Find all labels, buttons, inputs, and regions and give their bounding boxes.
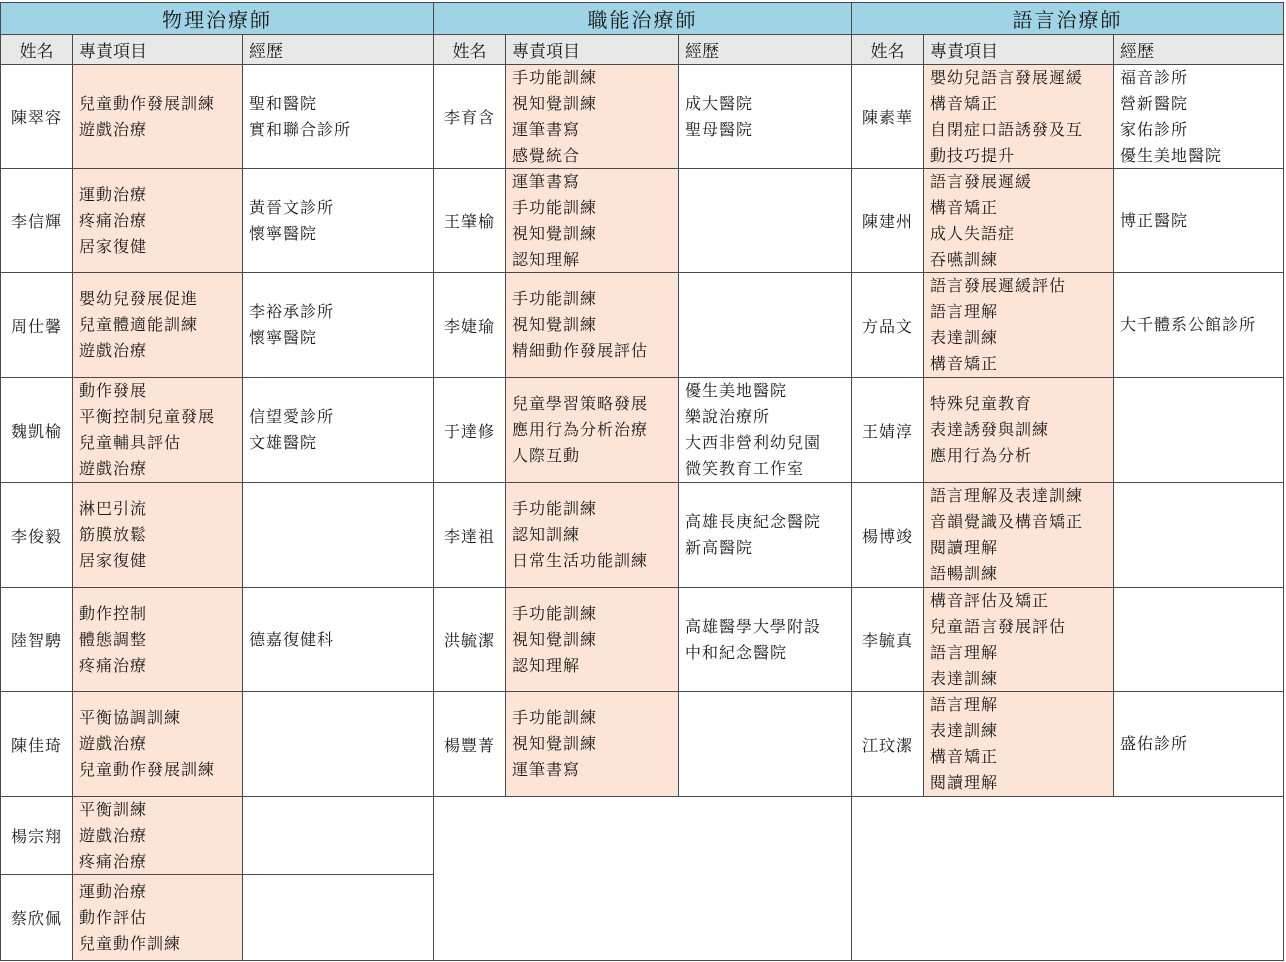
specialty-item: 手功能訓練	[512, 603, 598, 623]
specialty-item: 語言發展遲緩	[930, 171, 1033, 191]
specialty-item-list	[924, 65, 1083, 169]
specialty-item: 成人失語症	[930, 223, 1016, 243]
specialty-item: 自閉症口語誘發及互	[930, 119, 1084, 139]
specialty-item: 語言發展遲緩評估	[930, 276, 1067, 295]
specialty-item: 平衡訓練	[79, 799, 148, 819]
experience-item: 李裕承診所	[249, 302, 335, 321]
empty-area	[433, 796, 852, 961]
specialty-item-list	[73, 705, 215, 783]
experience-item-list	[243, 195, 334, 247]
specialty-item: 精細動作發展評估	[512, 341, 649, 360]
experience-cell	[242, 64, 434, 169]
therapist-name: 李婕瑜	[433, 272, 506, 378]
therapist-name: 于達修	[433, 377, 506, 483]
experience-item: 營新醫院	[1120, 93, 1189, 113]
experience-item-list	[679, 91, 753, 143]
therapist-name: 楊宗翔	[0, 796, 73, 875]
specialty-cell	[72, 168, 243, 273]
column-header-spec: 專責項目	[505, 34, 679, 65]
experience-item: 盛佑診所	[1120, 734, 1189, 753]
specialty-item: 運筆書寫	[512, 760, 581, 779]
therapist-name: 楊博竣	[851, 482, 924, 588]
specialty-item-list	[506, 601, 597, 679]
specialty-item: 語言理解	[930, 642, 999, 662]
experience-cell	[678, 482, 852, 588]
experience-cell	[242, 272, 434, 378]
experience-item-list	[243, 299, 334, 351]
specialty-cell	[923, 377, 1114, 483]
specialty-item: 動作控制	[79, 603, 148, 623]
specialty-item: 居家復健	[79, 551, 148, 570]
experience-item: 中和紀念醫院	[685, 642, 788, 662]
column-header-spec: 專責項目	[923, 34, 1114, 65]
experience-item-list	[679, 614, 821, 666]
experience-item: 黃晉文診所	[249, 197, 335, 217]
specialty-item-list	[506, 169, 597, 273]
specialty-item: 表達訓練	[930, 328, 999, 347]
column-header-name: 姓名	[0, 34, 73, 65]
specialty-item: 閱讀理解	[930, 773, 999, 792]
specialty-item: 兒童動作發展訓練	[79, 93, 216, 113]
specialty-item: 表達訓練	[930, 668, 999, 688]
specialty-item: 日常生活功能訓練	[512, 551, 649, 570]
therapist-name: 陸智騁	[0, 587, 73, 692]
experience-item-list	[1114, 731, 1188, 757]
specialty-item-list	[73, 182, 147, 260]
therapist-name: 周仕馨	[0, 272, 73, 378]
specialty-item: 嬰幼兒語言發展遲緩	[930, 67, 1084, 87]
specialty-item: 表達訓練	[930, 721, 999, 740]
specialty-item-list	[73, 879, 181, 957]
specialty-item: 遊戲治療	[79, 459, 148, 478]
specialty-item: 應用行為分析	[930, 446, 1033, 465]
specialty-item: 兒童動作發展訓練	[79, 760, 216, 779]
specialty-item: 兒童語言發展評估	[930, 616, 1067, 636]
specialty-cell	[72, 64, 243, 169]
specialty-item: 音韻覺識及構音矯正	[930, 512, 1084, 531]
specialty-item: 手功能訓練	[512, 708, 598, 727]
experience-item: 高雄醫學大學附設	[685, 616, 822, 636]
experience-item: 家佑診所	[1120, 119, 1189, 139]
experience-item-list	[1114, 208, 1188, 234]
experience-cell	[242, 691, 434, 797]
specialty-item: 視知覺訓練	[512, 223, 598, 243]
specialty-item: 人際互動	[512, 446, 581, 465]
specialty-cell	[923, 587, 1114, 692]
specialty-item: 嬰幼兒發展促進	[79, 289, 199, 308]
experience-cell	[678, 377, 852, 483]
specialty-item: 應用行為分析治療	[512, 420, 649, 439]
experience-cell	[1113, 482, 1284, 588]
experience-item: 大千體系公館診所	[1120, 315, 1257, 334]
specialty-item: 手功能訓練	[512, 197, 598, 217]
specialty-item: 運筆書寫	[512, 171, 581, 191]
specialty-cell	[505, 482, 679, 588]
specialty-item: 疼痛治療	[79, 210, 148, 230]
therapist-name: 李育含	[433, 64, 506, 169]
experience-item: 樂說治療所	[685, 407, 771, 426]
specialty-item: 閱讀理解	[930, 538, 999, 557]
therapist-name: 陳素華	[851, 64, 924, 169]
specialty-item: 語言理解及表達訓練	[930, 486, 1084, 505]
specialty-cell	[505, 587, 679, 692]
specialty-item: 視知覺訓練	[512, 93, 598, 113]
experience-item: 大西非營利幼兒園	[685, 433, 822, 452]
specialty-item: 構音矯正	[930, 747, 999, 766]
specialty-cell	[72, 377, 243, 483]
specialty-item: 特殊兒童教育	[930, 394, 1033, 413]
experience-cell	[1113, 587, 1284, 692]
specialty-cell	[72, 482, 243, 588]
specialty-item: 構音矯正	[930, 354, 999, 373]
experience-cell	[242, 874, 434, 961]
therapist-name: 陳佳琦	[0, 691, 73, 797]
specialty-item: 運筆書寫	[512, 119, 581, 139]
specialty-item: 遊戲治療	[79, 734, 148, 753]
specialty-item: 兒童體適能訓練	[79, 315, 199, 334]
specialty-item-list	[924, 273, 1066, 377]
therapist-name: 魏凱榆	[0, 377, 73, 483]
experience-cell	[678, 64, 852, 169]
specialty-cell	[505, 377, 679, 483]
therapist-name: 李信輝	[0, 168, 73, 273]
specialty-item: 平衡協調訓練	[79, 708, 182, 727]
therapist-name: 蔡欣佩	[0, 874, 73, 961]
experience-item: 信望愛診所	[249, 407, 335, 426]
specialty-item: 動技巧提升	[930, 145, 1016, 165]
therapist-name: 李俊毅	[0, 482, 73, 588]
therapist-name: 王肇榆	[433, 168, 506, 273]
specialty-item-list	[73, 601, 147, 679]
experience-cell	[1113, 64, 1284, 169]
specialty-item: 構音評估及矯正	[930, 590, 1050, 610]
section-title: 語言治療師	[851, 2, 1284, 35]
specialty-cell	[72, 796, 243, 875]
specialty-cell	[72, 272, 243, 378]
column-header-name: 姓名	[851, 34, 924, 65]
specialty-item-list	[506, 391, 648, 469]
specialty-item: 兒童動作訓練	[79, 933, 182, 953]
experience-cell	[242, 377, 434, 483]
experience-item-list	[679, 509, 821, 561]
experience-cell	[242, 168, 434, 273]
specialty-item-list	[73, 91, 215, 143]
experience-cell	[1113, 691, 1284, 797]
specialty-item: 動作評估	[79, 907, 148, 927]
specialty-cell	[72, 587, 243, 692]
experience-item-list	[679, 378, 821, 482]
experience-item: 文雄醫院	[249, 433, 318, 452]
experience-item: 優生美地醫院	[1120, 145, 1223, 165]
specialty-item: 兒童輔具評估	[79, 433, 182, 452]
specialty-item-list	[924, 391, 1049, 469]
experience-item-list	[243, 627, 334, 653]
experience-cell	[242, 796, 434, 875]
specialty-cell	[505, 64, 679, 169]
specialty-item: 認知訓練	[512, 525, 581, 544]
column-header-spec: 專責項目	[72, 34, 243, 65]
specialty-item-list	[73, 496, 147, 574]
experience-item: 實和聯合診所	[249, 119, 352, 139]
therapist-name: 洪毓潔	[433, 587, 506, 692]
specialty-item-list	[506, 65, 597, 169]
experience-item: 成大醫院	[685, 93, 754, 113]
specialty-item: 遊戲治療	[79, 341, 148, 360]
specialty-item: 語暢訓練	[930, 564, 999, 583]
column-header-exp: 經歷	[242, 34, 434, 65]
column-header-name: 姓名	[433, 34, 506, 65]
specialty-item-list	[73, 797, 147, 875]
therapist-name: 王婧淳	[851, 377, 924, 483]
specialty-item: 視知覺訓練	[512, 734, 598, 753]
therapist-name: 江玟潔	[851, 691, 924, 797]
specialty-cell	[505, 168, 679, 273]
specialty-cell	[923, 482, 1114, 588]
experience-cell	[242, 587, 434, 692]
experience-cell	[678, 691, 852, 797]
experience-item: 聖和醫院	[249, 93, 318, 113]
specialty-item: 構音矯正	[930, 197, 999, 217]
therapist-name: 陳翠容	[0, 64, 73, 169]
specialty-item: 語言理解	[930, 695, 999, 714]
section-title: 職能治療師	[433, 2, 852, 35]
specialty-item: 視知覺訓練	[512, 315, 598, 334]
experience-item: 聖母醫院	[685, 119, 754, 139]
specialty-cell	[923, 64, 1114, 169]
experience-item: 微笑教育工作室	[685, 459, 805, 478]
specialty-cell	[923, 168, 1114, 273]
experience-item: 懷寧醫院	[249, 328, 318, 347]
specialty-item: 吞嚥訓練	[930, 249, 999, 269]
experience-item: 懷寧醫院	[249, 223, 318, 243]
specialty-item: 平衡控制兒童發展	[79, 407, 216, 426]
specialty-item: 構音矯正	[930, 93, 999, 113]
therapist-name: 李毓真	[851, 587, 924, 692]
experience-cell	[1113, 272, 1284, 378]
specialty-cell	[72, 691, 243, 797]
experience-cell	[678, 168, 852, 273]
specialty-item: 體態調整	[79, 629, 148, 649]
therapist-name: 陳建州	[851, 168, 924, 273]
specialty-item: 運動治療	[79, 184, 148, 204]
specialty-item-list	[924, 692, 998, 796]
experience-item-list	[243, 404, 334, 456]
specialty-cell	[923, 691, 1114, 797]
specialty-item-list	[924, 483, 1083, 587]
experience-item: 新高醫院	[685, 538, 754, 557]
therapist-name: 方品文	[851, 272, 924, 378]
specialty-item: 筋膜放鬆	[79, 525, 148, 544]
specialty-item: 遊戲治療	[79, 825, 148, 845]
specialty-item: 手功能訓練	[512, 67, 598, 87]
specialty-item: 動作發展	[79, 381, 148, 400]
specialty-item: 手功能訓練	[512, 289, 598, 308]
experience-item-list	[1114, 312, 1256, 338]
specialty-item: 疼痛治療	[79, 851, 148, 871]
specialty-item-list	[506, 286, 648, 364]
specialty-cell	[505, 272, 679, 378]
experience-item: 博正醫院	[1120, 210, 1189, 230]
empty-area	[851, 796, 1284, 961]
specialty-item: 兒童學習策略發展	[512, 394, 649, 413]
experience-cell	[678, 272, 852, 378]
column-header-exp: 經歷	[678, 34, 852, 65]
specialty-item-list	[924, 588, 1066, 692]
specialty-item: 居家復健	[79, 236, 148, 256]
specialty-item: 淋巴引流	[79, 499, 148, 518]
experience-cell	[678, 587, 852, 692]
specialty-item: 運動治療	[79, 881, 148, 901]
specialty-item-list	[924, 169, 1032, 273]
specialty-cell	[72, 874, 243, 961]
therapist-name: 楊豐菁	[433, 691, 506, 797]
specialty-item: 語言理解	[930, 302, 999, 321]
experience-cell	[242, 482, 434, 588]
experience-item: 優生美地醫院	[685, 381, 788, 400]
experience-item-list	[243, 91, 351, 143]
specialty-cell	[505, 691, 679, 797]
specialty-item: 視知覺訓練	[512, 629, 598, 649]
specialty-item: 表達誘發與訓練	[930, 420, 1050, 439]
section-title: 物理治療師	[0, 2, 434, 35]
specialty-item: 遊戲治療	[79, 119, 148, 139]
specialty-item-list	[73, 378, 215, 482]
specialty-item: 疼痛治療	[79, 655, 148, 675]
experience-item: 高雄長庚紀念醫院	[685, 512, 822, 531]
experience-item: 福音診所	[1120, 67, 1189, 87]
specialty-item-list	[506, 496, 648, 574]
specialty-item-list	[506, 705, 597, 783]
experience-item-list	[1114, 65, 1222, 169]
specialty-item: 手功能訓練	[512, 499, 598, 518]
experience-cell	[1113, 377, 1284, 483]
specialty-item: 認知理解	[512, 655, 581, 675]
experience-cell	[1113, 168, 1284, 273]
specialty-item-list	[73, 286, 198, 364]
column-header-exp: 經歷	[1113, 34, 1284, 65]
specialty-cell	[923, 272, 1114, 378]
therapist-name: 李達祖	[433, 482, 506, 588]
experience-item: 德嘉復健科	[249, 629, 335, 649]
specialty-item: 感覺統合	[512, 145, 581, 165]
specialty-item: 認知理解	[512, 249, 581, 269]
